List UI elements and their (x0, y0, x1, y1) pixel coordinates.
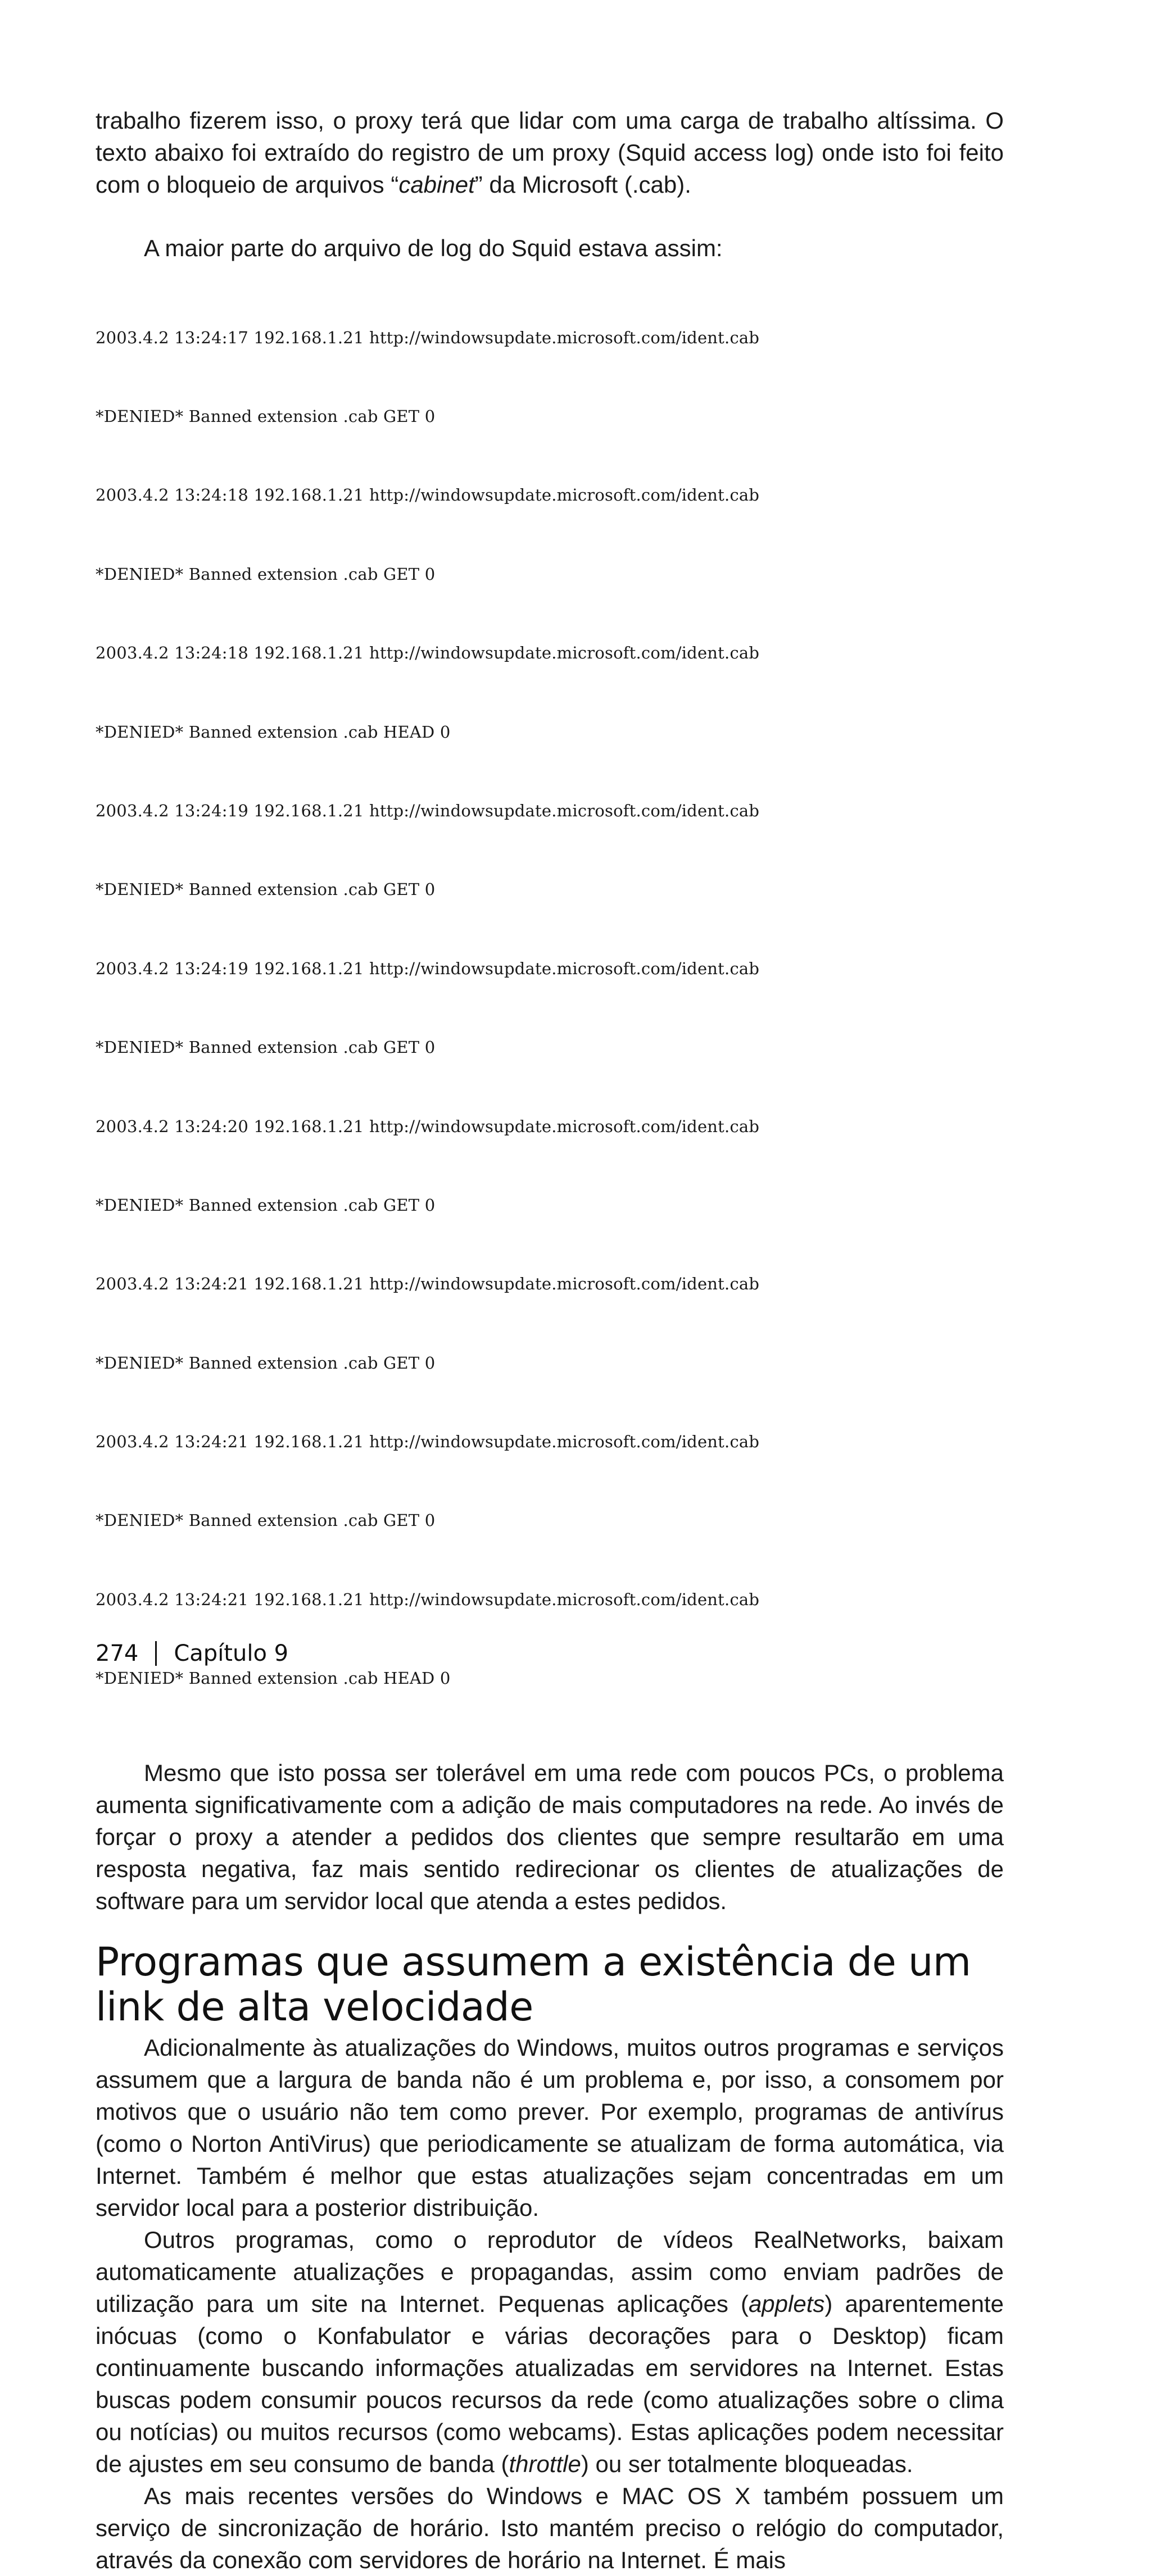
log-line: 2003.4.2 13:24:21 192.168.1.21 http://windowsupdate.microsoft.com/ident.cab (96, 1274, 760, 1294)
applets-emphasis: applets (748, 2290, 825, 2317)
section-paragraph-2-text: ) ou ser totalmente bloqueadas. (581, 2450, 913, 2477)
section-paragraph-2-text: Outros programas, como o reprodutor de vídeos RealNetworks, baixam automaticamente atualizações e propagandas, assim como enviam padrões de utilização para um site na Internet. Pequenas aplicações ( (96, 2226, 1004, 2317)
page-footer (96, 1639, 288, 1668)
log-line: 2003.4.2 13:24:18 192.168.1.21 http://windowsupdate.microsoft.com/ident.cab (96, 643, 760, 663)
log-line: 2003.4.2 13:24:18 192.168.1.21 http://windowsupdate.microsoft.com/ident.cab (96, 485, 760, 505)
log-line: 2003.4.2 13:24:19 192.168.1.21 http://windowsupdate.microsoft.com/ident.cab (96, 801, 760, 820)
throttle-emphasis: throttle (509, 2450, 581, 2477)
page-content (96, 105, 1004, 2576)
footer-divider (155, 1641, 157, 1666)
log-line: *DENIED* Banned extension .cab GET 0 (96, 1511, 436, 1530)
section-paragraph-3: As mais recentes versões do Windows e MAC OS X também possuem um serviço de sincronização de horário. Isto mantém preciso o relógio do computador, através da conexão com servidores de horário na Internet. É mais (96, 2482, 1004, 2573)
intro-text: trabalho fizerem isso, o proxy terá que lidar com uma carga de trabalho altíssima. O texto abaixo foi extraído do registro de um proxy (Squid access log) onde isto foi feito com o bloqueio de arquivos “ (96, 107, 1004, 198)
log-line: *DENIED* Banned extension .cab GET 0 (96, 406, 436, 426)
section-paragraph-2-text: ) aparentemente inócuas (como o Konfabulator e várias decorações para o Desktop) ficam continuamente buscando informações atualizadas em servidores na Internet. Estas buscas podem consumir poucos recursos da rede (como atualizações sobre o clima ou notícias) ou muitos recursos (como webcams). Estas aplicações podem necessitar de ajustes em seu consumo de banda ( (96, 2290, 1004, 2477)
log-line: *DENIED* Banned extension .cab GET 0 (96, 1353, 436, 1373)
chapter-label: Capítulo 9 (174, 1641, 289, 1666)
section-paragraph-1: Adicionalmente às atualizações do Windows, muitos outros programas e serviços assumem que a largura de banda não é um problema e, por isso, a consomem por motivos que o usuário não tem como prever. Por exemplo, programas de antivírus (como o Norton AntiVirus) que periodicamente se atualizam de forma automática, via Internet. Também é melhor que estas atualizações sejam concentradas em um servidor local para a posterior distribuição. (96, 2034, 1004, 2221)
log-line: *DENIED* Banned extension .cab GET 0 (96, 564, 436, 584)
log-line: *DENIED* Banned extension .cab GET 0 (96, 1038, 436, 1057)
page-number: 274 (96, 1641, 139, 1666)
log-intro-paragraph: A maior parte do arquivo de log do Squid estava assim: (144, 235, 723, 261)
log-line: *DENIED* Banned extension .cab GET 0 (96, 880, 436, 899)
section-paragraph-2 (96, 2224, 1004, 2480)
intro-paragraph (96, 105, 1004, 201)
log-line: *DENIED* Banned extension .cab HEAD 0 (96, 1669, 451, 1688)
after-log-paragraph: Mesmo que isto possa ser tolerável em uma rede com poucos PCs, o problema aumenta significativamente com a adição de mais computadores na rede. Ao invés de forçar o proxy a atender a pedidos dos clientes que sempre resultarão em uma resposta negativa, faz mais sentido redirecionar os clientes de atualizações de software para um servidor local que atenda a estes pedidos. (96, 1759, 1004, 1914)
intro-emphasis: cabinet (398, 171, 475, 198)
section-heading: Programas que assumem a existência de um link de alta velocidade (96, 1938, 971, 2030)
squid-log-block (96, 272, 1004, 1744)
log-line: 2003.4.2 13:24:21 192.168.1.21 http://windowsupdate.microsoft.com/ident.cab (96, 1589, 760, 1609)
intro-text-after: ” da Microsoft (.cab). (474, 171, 691, 198)
log-line: 2003.4.2 13:24:20 192.168.1.21 http://windowsupdate.microsoft.com/ident.cab (96, 1116, 760, 1136)
log-line: *DENIED* Banned extension .cab GET 0 (96, 1195, 436, 1215)
log-line: 2003.4.2 13:24:21 192.168.1.21 http://windowsupdate.microsoft.com/ident.cab (96, 1432, 760, 1452)
log-line: 2003.4.2 13:24:19 192.168.1.21 http://windowsupdate.microsoft.com/ident.cab (96, 958, 760, 978)
log-line: 2003.4.2 13:24:17 192.168.1.21 http://windowsupdate.microsoft.com/ident.cab (96, 328, 760, 347)
log-line: *DENIED* Banned extension .cab HEAD 0 (96, 722, 451, 742)
